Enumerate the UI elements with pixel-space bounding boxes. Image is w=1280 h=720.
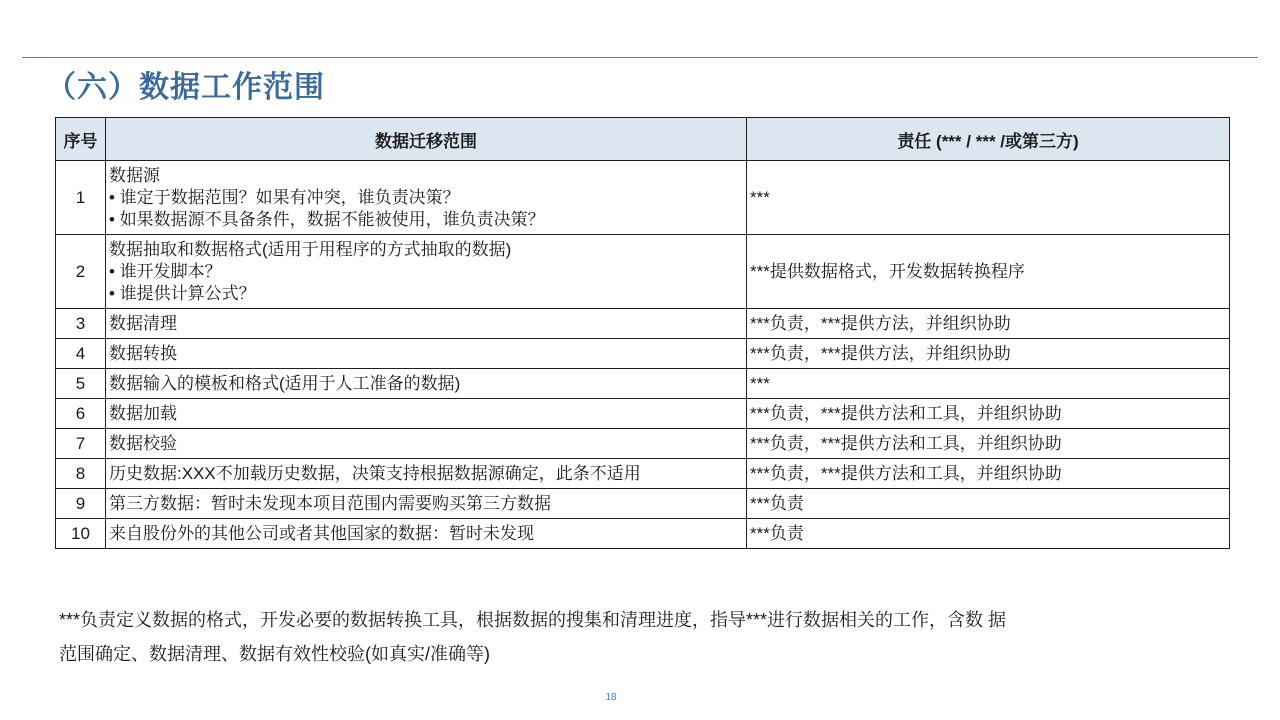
table-row xyxy=(56,519,1230,549)
table-row xyxy=(56,161,1230,235)
row-number: 1 xyxy=(56,161,106,235)
table-row xyxy=(56,489,1230,519)
row-number: 3 xyxy=(56,309,106,339)
row-bullet: • 谁提供计算公式？ xyxy=(109,283,743,305)
table-header-row xyxy=(56,118,1230,161)
row-responsibility: ***负责 xyxy=(747,519,1230,549)
row-scope: 数据校验 xyxy=(106,429,747,459)
table-row xyxy=(56,369,1230,399)
row-responsibility: ***负责，***提供方法和工具，并组织协助 xyxy=(747,459,1230,489)
header-scope: 数据迁移范围 xyxy=(106,118,747,161)
row-scope-title: 数据抽取和数据格式(适用于用程序的方式抽取的数据) xyxy=(109,239,512,259)
row-bullet: • 谁开发脚本？ xyxy=(109,261,743,283)
row-scope-title: 数据源 xyxy=(109,165,160,185)
footnote-line: ***负责定义数据的格式，开发必要的数据转换工具，根据数据的搜集和清理进度，指导***进行数据相关的工作，含数 据 xyxy=(59,610,1007,630)
row-number: 2 xyxy=(56,235,106,309)
row-responsibility: *** xyxy=(747,161,1230,235)
row-responsibility: ***负责，***提供方法和工具，并组织协助 xyxy=(747,429,1230,459)
row-responsibility: *** xyxy=(747,369,1230,399)
row-number: 5 xyxy=(56,369,106,399)
row-responsibility: ***提供数据格式，开发数据转换程序 xyxy=(747,235,1230,309)
row-number: 4 xyxy=(56,339,106,369)
row-scope: 数据输入的模板和格式(适用于人工准备的数据) xyxy=(106,369,747,399)
table-row xyxy=(56,339,1230,369)
page-title: （六）数据工作范围 xyxy=(46,70,325,105)
table-row xyxy=(56,235,1230,309)
row-responsibility: ***负责，***提供方法，并组织协助 xyxy=(747,309,1230,339)
row-scope: 数据加载 xyxy=(106,399,747,429)
footnote-line: 范围确定、数据清理、数据有效性校验(如真实/准确等) xyxy=(59,644,490,664)
table-row xyxy=(56,429,1230,459)
row-number: 6 xyxy=(56,399,106,429)
row-scope: 历史数据:XXX不加载历史数据，决策支持根据数据源确定，此条不适用 xyxy=(106,459,747,489)
row-responsibility: ***负责 xyxy=(747,489,1230,519)
footnote xyxy=(59,603,1209,671)
row-number: 10 xyxy=(56,519,106,549)
row-bullet: • 如果数据源不具备条件，数据不能被使用，谁负责决策？ xyxy=(109,209,743,231)
table-row xyxy=(56,459,1230,489)
top-divider xyxy=(22,57,1258,58)
row-scope: 第三方数据：暂时未发现本项目范围内需要购买第三方数据 xyxy=(106,489,747,519)
header-responsibility: 责任 (*** / *** /或第三方) xyxy=(747,118,1230,161)
data-scope-table xyxy=(55,117,1230,549)
table-row xyxy=(56,399,1230,429)
table-row xyxy=(56,309,1230,339)
row-responsibility: ***负责，***提供方法，并组织协助 xyxy=(747,339,1230,369)
row-scope xyxy=(106,161,747,235)
row-scope xyxy=(106,235,747,309)
row-number: 9 xyxy=(56,489,106,519)
row-number: 8 xyxy=(56,459,106,489)
row-scope: 来自股份外的其他公司或者其他国家的数据：暂时未发现 xyxy=(106,519,747,549)
row-bullet: • 谁定于数据范围？如果有冲突，谁负责决策？ xyxy=(109,187,743,209)
row-number: 7 xyxy=(56,429,106,459)
row-scope: 数据清理 xyxy=(106,309,747,339)
row-scope: 数据转换 xyxy=(106,339,747,369)
header-seq: 序号 xyxy=(56,118,106,161)
row-responsibility: ***负责，***提供方法和工具，并组织协助 xyxy=(747,399,1230,429)
page-number: 18 xyxy=(605,692,617,703)
